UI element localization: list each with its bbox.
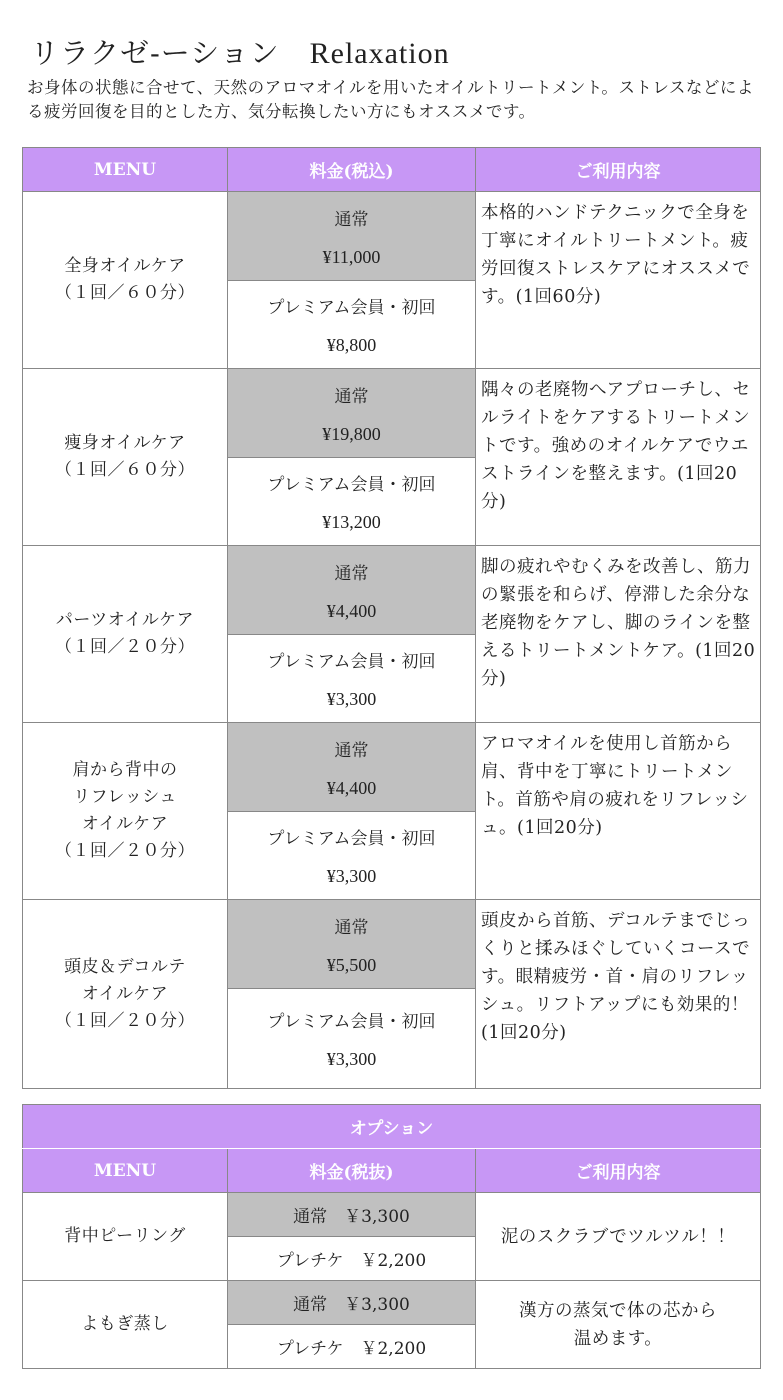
menu-name — [23, 900, 228, 1089]
premium-label: プレミアム会員・初回 — [267, 652, 436, 672]
option-title-row — [23, 1105, 761, 1149]
option-title: オプション — [23, 1105, 761, 1149]
option-header-row — [23, 1149, 761, 1193]
option-premium-price: プレチケ ￥2,200 — [228, 1237, 476, 1281]
menu-name-line: （１回／６０分） — [55, 283, 195, 303]
table-row — [23, 723, 761, 812]
regular-price: ¥4,400 — [326, 777, 377, 798]
option-description — [476, 1193, 761, 1281]
regular-price: ¥4,400 — [326, 600, 377, 621]
regular-price: ¥11,000 — [322, 246, 381, 267]
menu-name — [23, 369, 228, 546]
premium-price-cell — [228, 989, 476, 1089]
regular-price: ¥5,500 — [326, 954, 377, 975]
regular-label: 通常 — [334, 209, 369, 230]
table-row — [23, 900, 761, 989]
regular-price-cell — [228, 900, 476, 989]
menu-name — [23, 192, 228, 369]
premium-price-cell — [228, 812, 476, 900]
premium-label: プレミアム会員・初回 — [267, 1012, 436, 1032]
intro-text: お身体の状態に合せて、天然のアロマオイルを用いたオイルトリートメント。ストレスなどによる疲労回復を目的とした方、気分転換したい方にもオススメです。 — [27, 78, 754, 121]
option-header-price: 料金(税抜) — [228, 1149, 476, 1193]
premium-price-cell — [228, 635, 476, 723]
option-description-line: 漢方の蒸気で体の芯から — [519, 1300, 717, 1321]
premium-price: ¥3,300 — [326, 866, 377, 886]
premium-price-cell — [228, 281, 476, 369]
menu-name-line: （１回／２０分） — [55, 841, 195, 861]
header-menu: MENU — [23, 148, 228, 192]
premium-price-cell — [228, 458, 476, 546]
table-row — [23, 369, 761, 458]
option-premium-price: プレチケ ￥2,200 — [228, 1325, 476, 1369]
menu-name-line: オイルケア — [81, 983, 169, 1004]
header-details: ご利用内容 — [476, 148, 761, 192]
option-description — [476, 1281, 761, 1369]
table-row — [23, 192, 761, 281]
premium-price: ¥13,200 — [322, 512, 381, 532]
menu-name-line: （１回／２０分） — [55, 1010, 195, 1031]
option-header-details: ご利用内容 — [476, 1149, 761, 1193]
regular-label: 通常 — [334, 563, 369, 584]
option-description-line: 泥のスクラブでツルツル！！ — [500, 1226, 736, 1247]
title-english: Relaxation — [309, 37, 450, 70]
title-japanese: リラクゼ-ーション — [30, 36, 280, 70]
regular-label: 通常 — [334, 917, 369, 938]
menu-description: 頭皮から首筋、デコルテまでじっくりと揉みほぐしていくコースです。眼精疲労・首・肩のリフレッシュ。リフトアップにも効果的！(1回20分) — [476, 900, 761, 1089]
option-header-menu: MENU — [23, 1149, 228, 1193]
menu-name-line: 痩身オイルケア — [64, 433, 186, 453]
regular-label: 通常 — [334, 740, 369, 761]
header-price: 料金(税込) — [228, 148, 476, 192]
menu-price-table — [22, 147, 761, 1089]
premium-price: ¥3,300 — [326, 1049, 377, 1069]
menu-name — [23, 546, 228, 723]
menu-name-line: リフレッシュ — [73, 787, 177, 807]
menu-name-line: パーツオイルケア — [55, 610, 195, 630]
menu-name-line: 頭皮＆デコルテ — [64, 956, 186, 977]
menu-description: 隅々の老廃物へアプローチし、セルライトをケアするトリートメントです。強めのオイルケアでウエストラインを整えます。(1回20分) — [476, 369, 761, 546]
premium-price: ¥8,800 — [326, 335, 377, 355]
menu-description: 脚の疲れやむくみを改善し、筋力の緊張を和らげ、停滞した余分な老廃物をケアし、脚のラインを整えるトリートメントケア。(1回20分) — [476, 546, 761, 723]
menu-name-line: 肩から背中の — [72, 760, 178, 780]
menu-name — [23, 723, 228, 900]
menu-description: アロマオイルを使用し首筋から肩、背中を丁寧にトリートメント。首筋や肩の疲れをリフレッシュ。(1回20分) — [476, 723, 761, 900]
premium-label: プレミアム会員・初回 — [267, 298, 436, 318]
option-row — [23, 1281, 761, 1325]
menu-name-line: オイルケア — [81, 814, 169, 834]
regular-price-cell — [228, 546, 476, 635]
regular-price-cell — [228, 723, 476, 812]
regular-label: 通常 — [334, 386, 369, 407]
option-table — [22, 1104, 761, 1369]
option-description-line: 温めます。 — [573, 1328, 663, 1349]
option-name: よもぎ蒸し — [23, 1281, 228, 1369]
regular-price-cell — [228, 192, 476, 281]
regular-price-cell — [228, 369, 476, 458]
regular-price: ¥19,800 — [322, 423, 381, 444]
option-regular-price: 通常 ￥3,300 — [228, 1281, 476, 1325]
option-regular-price: 通常 ￥3,300 — [228, 1193, 476, 1237]
option-name: 背中ピーリング — [23, 1193, 228, 1281]
premium-label: プレミアム会員・初回 — [267, 829, 436, 849]
table-row — [23, 546, 761, 635]
option-row — [23, 1193, 761, 1237]
premium-label: プレミアム会員・初回 — [267, 475, 436, 495]
menu-name-line: 全身オイルケア — [64, 256, 186, 276]
premium-price: ¥3,300 — [326, 689, 377, 709]
page-title — [30, 34, 450, 73]
menu-name-line: （１回／６０分） — [55, 460, 195, 480]
menu-name-line: （１回／２０分） — [55, 637, 195, 657]
table-header-row — [23, 148, 761, 192]
menu-description: 本格的ハンドテクニックで全身を丁寧にオイルトリートメント。疲労回復ストレスケアにオススメです。(1回60分) — [476, 192, 761, 369]
